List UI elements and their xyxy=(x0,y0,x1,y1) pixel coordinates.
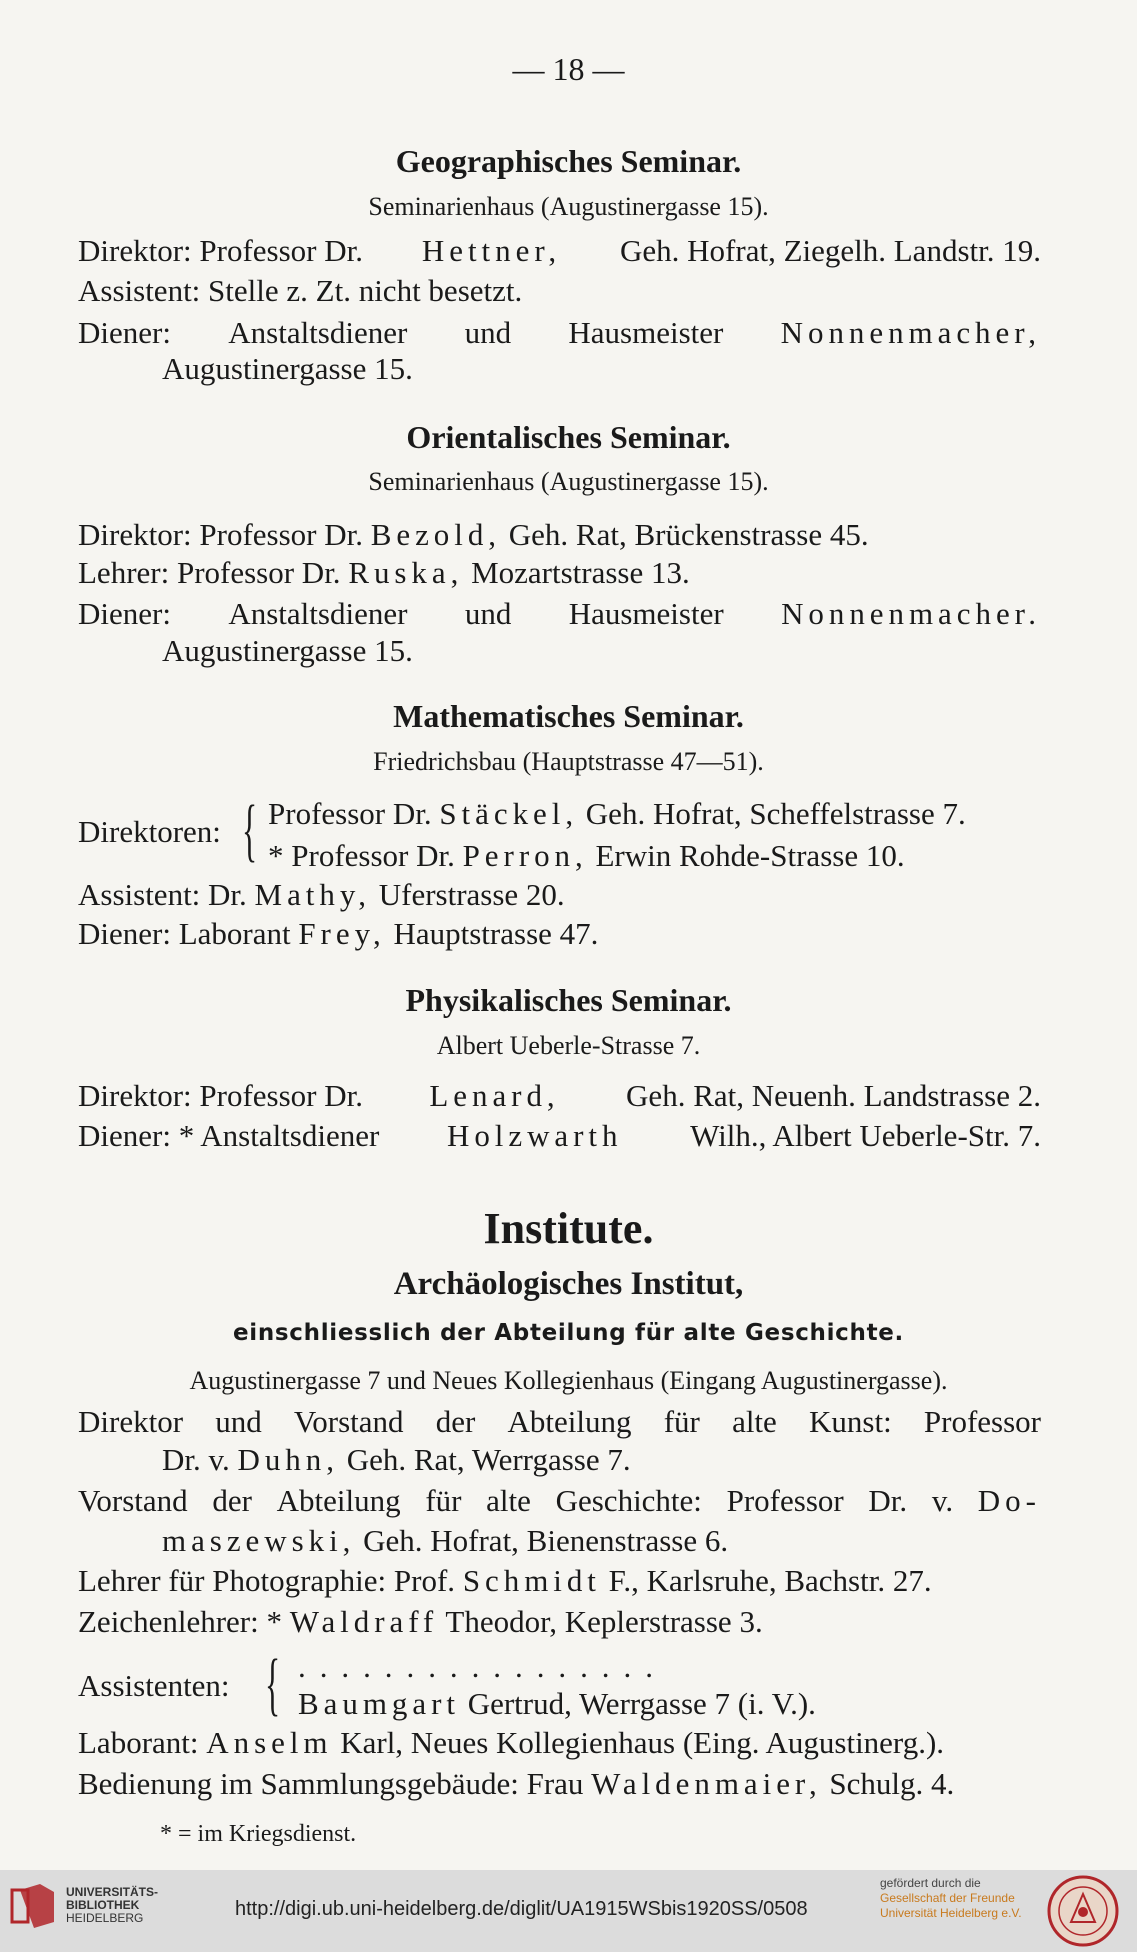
person-name: Holzwarth xyxy=(446,1118,623,1153)
text: der xyxy=(435,1404,476,1439)
person-name: Mathy, xyxy=(254,877,371,912)
inst-assistent-2 xyxy=(298,1685,816,1723)
text: Hausmeister xyxy=(568,315,724,350)
footer-bar xyxy=(0,1870,1137,1952)
section-title-orientalisches: Orientalisches Seminar. xyxy=(406,419,731,455)
text: Abteilung xyxy=(276,1483,401,1518)
person-name: Ruska, xyxy=(348,555,464,590)
text: für xyxy=(425,1483,462,1518)
phys-direktor-line xyxy=(78,1077,1041,1115)
inst-vorstand-line xyxy=(78,1482,1041,1520)
text: Direktor: Professor Dr. xyxy=(78,517,363,552)
text: Anstaltsdiener xyxy=(228,596,408,631)
inst-direktor-line xyxy=(78,1403,1041,1441)
section-title-geographisches: Geographisches Seminar. xyxy=(395,143,742,179)
text: * Professor Dr. xyxy=(268,838,455,873)
text: Uferstrasse 20. xyxy=(378,877,565,912)
text: Schulg. 4. xyxy=(829,1766,955,1801)
math-direktor-1 xyxy=(268,795,966,833)
geo-assistent-line: Assistent: Stelle z. Zt. nicht besetzt. xyxy=(78,273,523,308)
text: Direktor: Professor Dr. xyxy=(78,233,363,268)
text: Lehrer: Professor Dr. xyxy=(78,555,341,590)
person-name: Nonnenmacher, xyxy=(780,315,1041,350)
math-direktoren-label: Direktoren: xyxy=(78,814,221,849)
person-name: Duhn, xyxy=(237,1442,339,1477)
sponsor-block xyxy=(880,1876,1022,1921)
text: F., Karlsruhe, Bachstr. 27. xyxy=(608,1563,932,1598)
text: Mozartstrasse 13. xyxy=(471,555,690,590)
text: Erwin Rohde-Strasse 10. xyxy=(595,838,905,873)
phys-diener-line xyxy=(78,1117,1041,1155)
library-name-line: BIBLIOTHEK xyxy=(66,1897,140,1912)
person-name: Waldenmaier, xyxy=(591,1766,822,1801)
brace-icon: { xyxy=(265,1646,281,1723)
page-number: — 18 — xyxy=(512,51,625,87)
inst-vorstand-cont xyxy=(162,1522,728,1560)
text: Direktor: Professor Dr. xyxy=(78,1078,363,1113)
inst-lehrer-line xyxy=(78,1562,932,1600)
text: Diener: Laborant xyxy=(78,916,291,951)
text: und xyxy=(215,1404,262,1439)
text: Geschichte: xyxy=(555,1483,702,1518)
text: alte xyxy=(486,1483,531,1518)
text: Anstaltsdiener xyxy=(228,315,408,350)
text: v. xyxy=(931,1483,954,1518)
text: Kunst: xyxy=(809,1404,892,1439)
inst-laborant-line xyxy=(78,1724,944,1762)
library-name-line: UNIVERSITÄTS- xyxy=(66,1884,159,1899)
text: Lehrer für Photographie: Prof. xyxy=(78,1563,456,1598)
section-location-mathematisches: Friedrichsbau (Hauptstrasse 47—51). xyxy=(373,747,764,776)
geo-diener-cont: Augustinergasse 15. xyxy=(162,351,413,386)
orient-diener-line xyxy=(78,595,1041,633)
text: Vorstand xyxy=(293,1404,404,1439)
person-name: Nonnenmacher. xyxy=(781,596,1041,631)
person-name: Schmidt xyxy=(462,1563,601,1598)
text: für xyxy=(663,1404,700,1439)
text: alte xyxy=(732,1404,777,1439)
text: Diener: xyxy=(78,596,171,631)
orient-lehrer-line xyxy=(78,554,690,592)
orient-diener-cont: Augustinergasse 15. xyxy=(162,633,413,668)
geo-direktor-line xyxy=(78,232,1041,270)
library-logo[interactable] xyxy=(10,1882,158,1928)
person-name: maszewski, xyxy=(162,1523,356,1558)
person-name: Perron, xyxy=(462,838,588,873)
inst-zeichenlehrer-line xyxy=(78,1603,763,1641)
text: Dr. xyxy=(868,1483,908,1518)
text: Professor xyxy=(923,1404,1041,1439)
person-name: Waldraff xyxy=(289,1604,439,1639)
text: Professor Dr. xyxy=(268,796,432,831)
sponsor-name: Gesellschaft der Freunde xyxy=(880,1891,1015,1905)
text: Assistent: Dr. xyxy=(78,877,247,912)
footnote: * = im Kriegsdienst. xyxy=(160,1821,357,1847)
text: der xyxy=(212,1483,252,1518)
section-location-orientalisches: Seminarienhaus (Augustinergasse 15). xyxy=(368,467,769,496)
text: und xyxy=(464,596,512,631)
text: Dr. v. xyxy=(162,1442,230,1477)
inst-assistenten-label: Assistenten: xyxy=(78,1668,230,1703)
text: Geh. Hofrat, Scheffelstrasse 7. xyxy=(585,796,966,831)
text: Hausmeister xyxy=(568,596,724,631)
text: Geh. Rat, Brückenstrasse 45. xyxy=(508,517,869,552)
library-logo-icon xyxy=(10,1882,56,1928)
text: Bedienung im Sammlungsgebäude: Frau xyxy=(78,1766,584,1801)
person-name: Hettner, xyxy=(421,233,562,268)
text: Diener: * Anstaltsdiener xyxy=(78,1118,380,1153)
orient-direktor-line xyxy=(78,516,869,554)
section-title-archaeologisches: Archäologisches Institut, xyxy=(393,1266,744,1302)
person-name: Anselm xyxy=(206,1725,333,1760)
sponsor-label: gefördert durch die xyxy=(880,1876,981,1890)
section-title-physikalisches: Physikalisches Seminar. xyxy=(405,982,732,1018)
math-diener-line xyxy=(78,915,598,953)
section-subtitle: einschliesslich der Abteilung für alte Geschichte. xyxy=(233,1320,904,1346)
text: Karl, Neues Kollegienhaus (Eing. Augustinerg.). xyxy=(340,1725,945,1760)
text: Geh. Rat, Neuenh. Landstrasse 2. xyxy=(626,1078,1041,1113)
person-name: Bezold, xyxy=(370,517,502,552)
text: Diener: xyxy=(78,315,171,350)
text: Wilh., Albert Ueberle-Str. 7. xyxy=(690,1118,1041,1153)
text: Abteilung xyxy=(507,1404,632,1439)
person-name: Do- xyxy=(977,1483,1041,1518)
person-name: Stäckel, xyxy=(439,796,579,831)
text: Vorstand xyxy=(78,1483,188,1518)
text: Theodor, Keplerstrasse 3. xyxy=(445,1604,763,1639)
section-location-physikalisches: Albert Ueberle-Strasse 7. xyxy=(436,1031,701,1060)
section-location-archaeologisches: Augustinergasse 7 und Neues Kollegienhaus (Eingang Augustinergasse). xyxy=(189,1366,948,1395)
inst-assistent-vacant: . . . . . . . . . . . . . . . . . xyxy=(298,1649,657,1684)
math-direktor-2 xyxy=(268,837,905,875)
text: Gertrud, Werrgasse 7 (i. V.). xyxy=(467,1686,816,1721)
text: Zeichenlehrer: * xyxy=(78,1604,282,1639)
inst-bedienung-line xyxy=(78,1765,954,1803)
sponsor-name: Universität Heidelberg e.V. xyxy=(880,1906,1022,1920)
library-name-line: HEIDELBERG xyxy=(66,1910,144,1925)
inst-direktor-cont xyxy=(162,1441,631,1479)
university-seal-icon xyxy=(1046,1874,1120,1948)
text: Professor xyxy=(726,1483,844,1518)
source-url-link[interactable]: http://digi.ub.uni-heidelberg.de/diglit/UA1915WSbis1920SS/0508 xyxy=(235,1898,808,1920)
geo-diener-line xyxy=(78,314,1041,352)
text: Direktor xyxy=(78,1404,184,1439)
text: Laborant: xyxy=(78,1725,199,1760)
text: und xyxy=(464,315,512,350)
text: Geh. Hofrat, Ziegelh. Landstr. 19. xyxy=(620,233,1041,268)
library-name xyxy=(66,1886,158,1925)
text: Geh. Rat, Werrgasse 7. xyxy=(346,1442,631,1477)
person-name: Lenard, xyxy=(429,1078,560,1113)
person-name: Baumgart xyxy=(298,1686,460,1721)
math-assistent-line xyxy=(78,876,565,914)
part-heading-institute: Institute. xyxy=(483,1204,654,1253)
brace-icon: { xyxy=(242,792,258,869)
text: Hauptstrasse 47. xyxy=(393,916,599,951)
text: Geh. Hofrat, Bienenstrasse 6. xyxy=(363,1523,729,1558)
section-location-geographisches: Seminarienhaus (Augustinergasse 15). xyxy=(368,192,769,221)
person-name: Frey, xyxy=(298,916,386,951)
section-title-mathematisches: Mathematisches Seminar. xyxy=(393,698,744,734)
